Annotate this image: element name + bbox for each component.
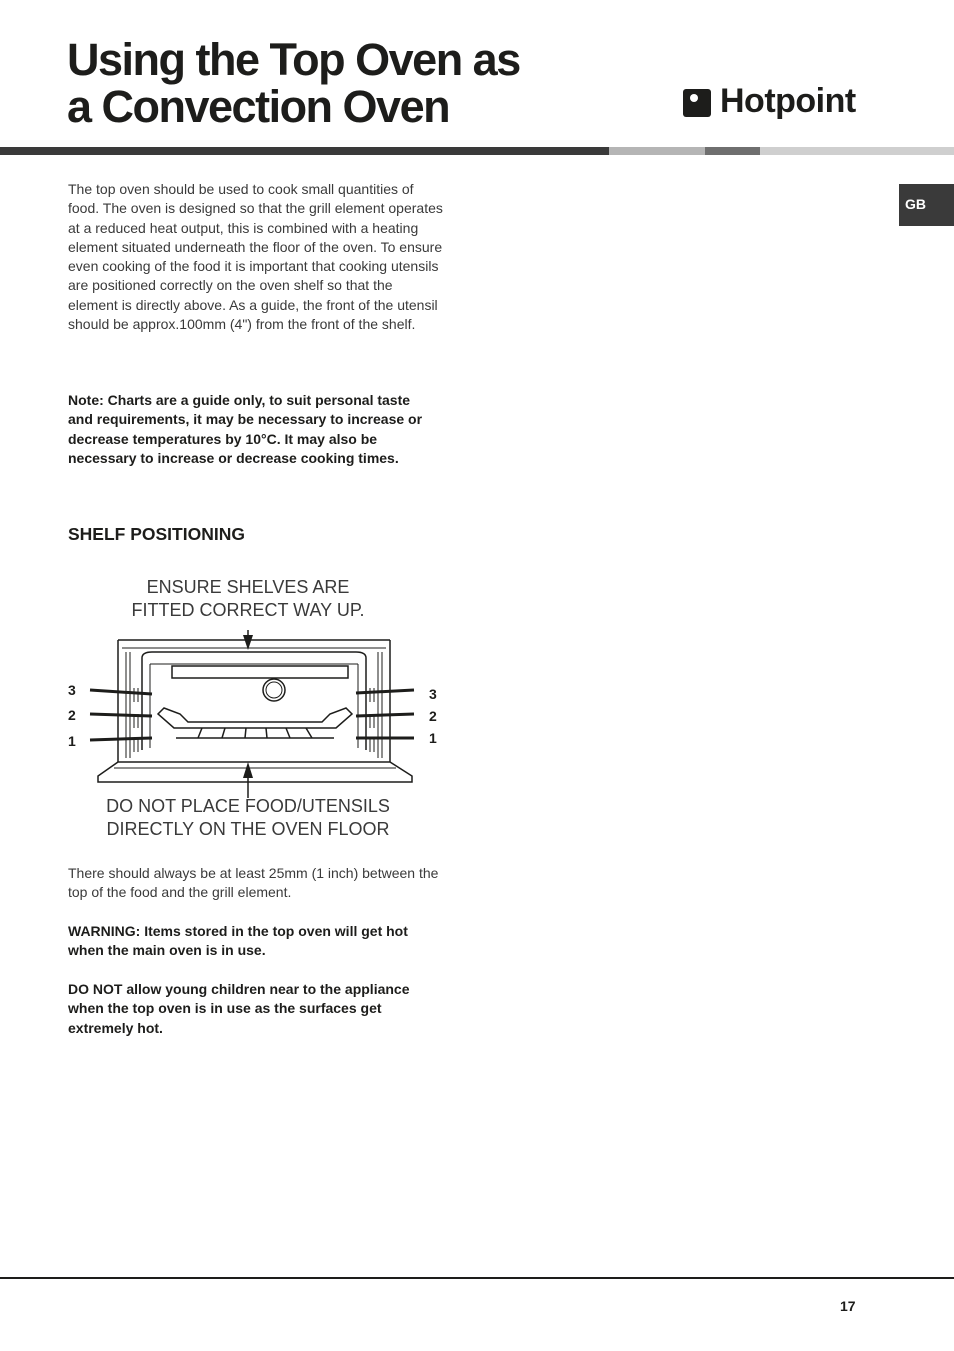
header-rule-light bbox=[609, 147, 705, 155]
language-tab: GB bbox=[899, 184, 954, 226]
oven-outer-frame bbox=[118, 640, 390, 762]
logo-text: Hotpoint bbox=[720, 82, 856, 120]
warning-paragraph: WARNING: Items stored in the top oven will get hot when the main oven is in use. bbox=[68, 923, 408, 959]
title-line-1: Using the Top Oven as bbox=[67, 34, 520, 85]
children-warning-paragraph: DO NOT allow young children near to the appliance when the top oven is in use as the surfaces get extremely hot. bbox=[68, 981, 410, 1036]
page-number: 17 bbox=[840, 1298, 856, 1314]
right-runner-2 bbox=[356, 714, 414, 716]
left-position-1: 1 bbox=[68, 733, 76, 749]
right-position-1: 1 bbox=[429, 730, 437, 746]
header-rule-dark bbox=[0, 147, 609, 155]
shelf-positioning-diagram bbox=[60, 630, 460, 800]
intro-paragraph: The top oven should be used to cook small quantities of food. The oven is designed so that the grill element operates at a reduced heat output, this is combined with a heating element situated underneath the floor of the oven. To ensure even cooking of the food it is important that cooking utensils are positioned correctly on the oven shelf so that the element is directly above. As a guide, the front of the utensil should be approx.100mm (4") from the front of the shelf. bbox=[68, 181, 443, 333]
oven-shelf bbox=[158, 708, 352, 728]
top-caption-line-2: FITTED CORRECT WAY UP. bbox=[131, 600, 365, 620]
right-runner-3 bbox=[356, 690, 414, 693]
logo-mark-icon bbox=[683, 89, 711, 117]
note-paragraph: Note: Charts are a guide only, to suit personal taste and requirements, it may be necessary to increase or decrease temperatures by 10°C. It may also be necessary to increase or decrease cooking times. bbox=[68, 392, 423, 466]
grill-element bbox=[172, 666, 348, 678]
bottom-arrow-head bbox=[243, 762, 253, 778]
bottom-caption-line-1: DO NOT PLACE FOOD/UTENSILS bbox=[106, 796, 390, 816]
diagram-top-caption bbox=[98, 576, 398, 622]
oven-floor bbox=[98, 762, 412, 782]
footer-rule bbox=[0, 1277, 954, 1279]
title-line-2: a Convection Oven bbox=[67, 81, 450, 132]
left-position-3: 3 bbox=[68, 682, 76, 698]
bottom-caption-line-2: DIRECTLY ON THE OVEN FLOOR bbox=[106, 819, 390, 839]
header-rule-light-end bbox=[760, 147, 954, 155]
right-position-3: 3 bbox=[429, 686, 437, 702]
diagram-bottom-caption bbox=[88, 795, 408, 841]
header-rule-mid bbox=[705, 147, 760, 155]
left-position-2: 2 bbox=[68, 707, 76, 723]
shelf-positioning-heading: SHELF POSITIONING bbox=[68, 524, 245, 544]
top-caption-line-1: ENSURE SHELVES ARE bbox=[146, 577, 350, 597]
spacing-paragraph: There should always be at least 25mm (1 inch) between the top of the food and the grill element. bbox=[68, 865, 439, 901]
right-position-2: 2 bbox=[429, 708, 437, 724]
left-runner-1 bbox=[90, 738, 152, 740]
page-title bbox=[67, 36, 627, 130]
left-runner-2 bbox=[90, 714, 152, 716]
